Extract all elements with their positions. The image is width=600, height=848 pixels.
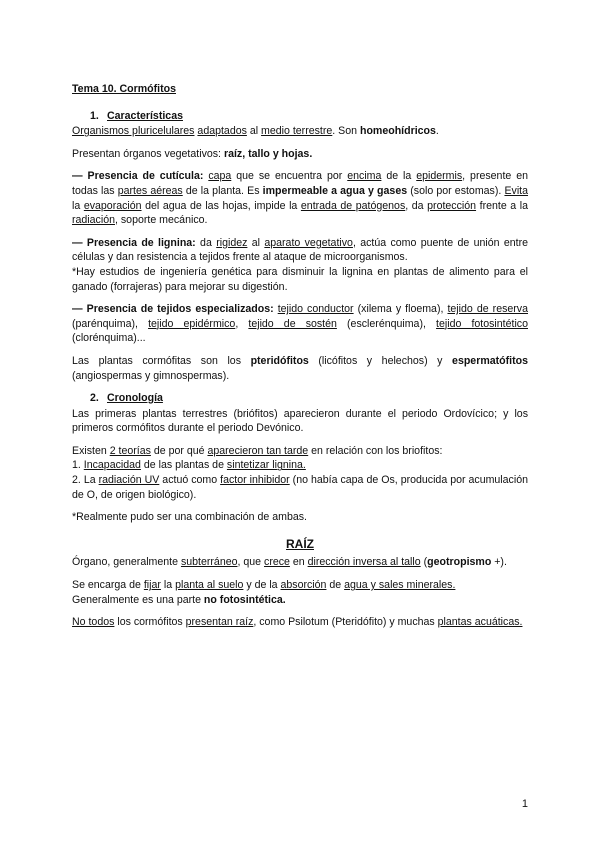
text: Las plantas cormófitas son los (72, 354, 251, 367)
text: . (435, 125, 439, 138)
paragraph-primeras-plantas: Las primeras plantas terrestres (briófitos) aparecieron durante el periodo Ordovícico; y los primeros cormófitos durante el periodo Devónico. (72, 407, 528, 435)
text-underlined: Evita (504, 184, 529, 197)
text: Existen (72, 444, 110, 457)
text-bold: homeohídricos (359, 125, 436, 138)
text-underlined: absorción (280, 579, 327, 592)
text-underlined: tejido conductor (277, 303, 354, 316)
section-title: Características (107, 109, 183, 122)
document-body (72, 82, 528, 630)
page-number: 1 (521, 798, 528, 810)
text: Órgano, generalmente (72, 556, 181, 569)
text-underlined: medio terrestre (261, 125, 333, 138)
text-underlined: fijar (143, 579, 161, 592)
text: la (160, 579, 176, 592)
text: Generalmente es una parte (72, 593, 204, 606)
text: , actúa como puente de unión entre células y dan resistencia a tejidos frente al ataque de microorganismos. (72, 236, 529, 264)
text-bold: geotropismo (427, 556, 492, 569)
text-underlined: sintetizar lignina. (226, 459, 306, 472)
text: 2. La (72, 474, 99, 487)
text: de (326, 579, 345, 592)
text-underlined: planta al suelo (175, 579, 244, 592)
document-title: Tema 10. Cormófitos (72, 83, 176, 95)
section-number: 2. (90, 392, 99, 405)
text: de por qué (150, 444, 208, 457)
paragraph-no-fotosintetica (72, 593, 528, 608)
text: de la (381, 170, 417, 183)
text-underlined: Incapacidad (83, 459, 141, 472)
text-underlined: entrada de patógenos (300, 199, 406, 212)
text-underlined: adaptados (197, 125, 247, 138)
text-underlined: encima (347, 170, 382, 183)
text-underlined: tejido epidérmico (148, 317, 236, 330)
text-bold: pteridófitos (250, 354, 309, 367)
paragraph-organismos (72, 124, 528, 139)
text: Presentan órganos vegetativos: (72, 147, 224, 160)
text: (no había capa de Os, producida por acumulación de O, de origen biológico). (72, 474, 528, 501)
paragraph-cormofitas (72, 354, 528, 383)
text: (licófitos y helechos) y (308, 354, 453, 367)
text-underlined: presentan raíz (185, 616, 254, 629)
paragraph-note-combinacion: *Realmente pudo ser una combinación de ambas. (72, 511, 307, 524)
paragraph-organo (72, 555, 528, 570)
text: , presente en todas las (72, 170, 528, 197)
text: del agua de las hojas, impide la (141, 199, 301, 212)
text-underlined: protección (427, 199, 477, 212)
text: al (246, 125, 262, 138)
text: al (247, 236, 265, 249)
text: de las plantas de (140, 459, 227, 472)
paragraph-organos (72, 147, 528, 162)
text: . Son (332, 125, 360, 138)
text: (esclerénquima), (336, 317, 437, 330)
text-bold: impermeable a agua y gases (262, 184, 408, 197)
text-underlined: 2 teorías (109, 444, 151, 457)
text-bold: — Presencia de lignina: (72, 236, 196, 249)
text-underlined: crece (264, 556, 290, 569)
text: de la planta. Es (182, 184, 263, 197)
text-underlined: epidermis (416, 170, 463, 183)
heading-raiz: RAÍZ (286, 536, 314, 551)
text-underlined: tejido de sostén (248, 317, 337, 330)
text: 1. (72, 459, 84, 472)
list-item-teoria-2 (72, 473, 528, 502)
text-underlined: plantas acuáticas. (437, 616, 523, 629)
text: , (235, 317, 249, 330)
paragraph-tejidos (72, 302, 528, 346)
text: frente a la (476, 199, 528, 212)
text-bold: — Presencia de tejidos especializados: (72, 303, 274, 316)
text-bold: no fotosintética. (203, 593, 286, 606)
text: (solo por estomas). (407, 184, 505, 197)
text: en (289, 556, 308, 569)
text-underlined: agua y sales minerales. (344, 579, 456, 592)
paragraph-cuticula (72, 169, 528, 227)
text: la (72, 199, 84, 212)
paragraph-no-todos (72, 615, 528, 630)
text: , que (237, 556, 265, 569)
text: , da (405, 199, 428, 212)
text: +). (491, 556, 507, 569)
text-underlined: tejido fotosintético (436, 317, 528, 330)
text: da (195, 236, 217, 249)
text: y de la (243, 579, 281, 592)
text-underlined: tejido de reserva (447, 303, 528, 316)
text: actuó como (159, 474, 221, 487)
paragraph-note-lignina: *Hay estudios de ingeniería genética para disminuir la lignina en plantas de alimento para el ganado (forrajeras) para mejorar su digestión. (72, 265, 528, 293)
text-underlined: factor inhibidor (220, 474, 290, 487)
text: , soporte mecánico. (115, 214, 208, 227)
text-underlined: dirección inversa al tallo (307, 556, 421, 569)
section-title: Cronología (107, 392, 163, 405)
paragraph-lignina (72, 236, 528, 265)
text: que se encuentra por (231, 170, 348, 183)
text-underlined: radiación UV (98, 474, 160, 487)
text-underlined: capa (208, 170, 232, 183)
text-underlined: partes aéreas (117, 184, 183, 197)
text: (xilema y floema), (353, 303, 448, 316)
text-underlined: Organismos pluricelulares (72, 125, 195, 138)
text: los cormófitos (114, 616, 186, 629)
text: Se encarga de (72, 579, 144, 592)
text-underlined: evaporación (83, 199, 142, 212)
text: , como Psilotum (Pteridófito) y muchas (253, 616, 438, 629)
text: en relación con los briofitos: (308, 444, 443, 457)
text-bold: espermatófitos (452, 354, 528, 367)
section-heading-cronologia (72, 391, 528, 406)
paragraph-funcion-raiz (72, 578, 528, 593)
text-underlined: radiación (72, 214, 115, 227)
text-bold: — Presencia de cutícula: (72, 170, 204, 183)
text: (parénquima), (72, 317, 149, 330)
text-underlined: subterráneo (180, 556, 238, 569)
section-heading-caracteristicas (72, 109, 528, 124)
text: (angiospermas y gimnospermas). (72, 369, 230, 382)
text-underlined: aparato vegetativo (264, 236, 353, 249)
paragraph-teorias (72, 444, 528, 459)
section-number: 1. (90, 109, 99, 122)
text-underlined: aparecieron tan tarde (207, 444, 309, 457)
text-underlined: No todos (72, 616, 115, 629)
text-underlined: rigidez (216, 236, 248, 249)
text: (clorénquima)... (72, 332, 146, 345)
text: ( (420, 556, 428, 569)
list-item-teoria-1 (72, 458, 528, 473)
text-bold: raíz, tallo y hojas. (223, 147, 313, 160)
